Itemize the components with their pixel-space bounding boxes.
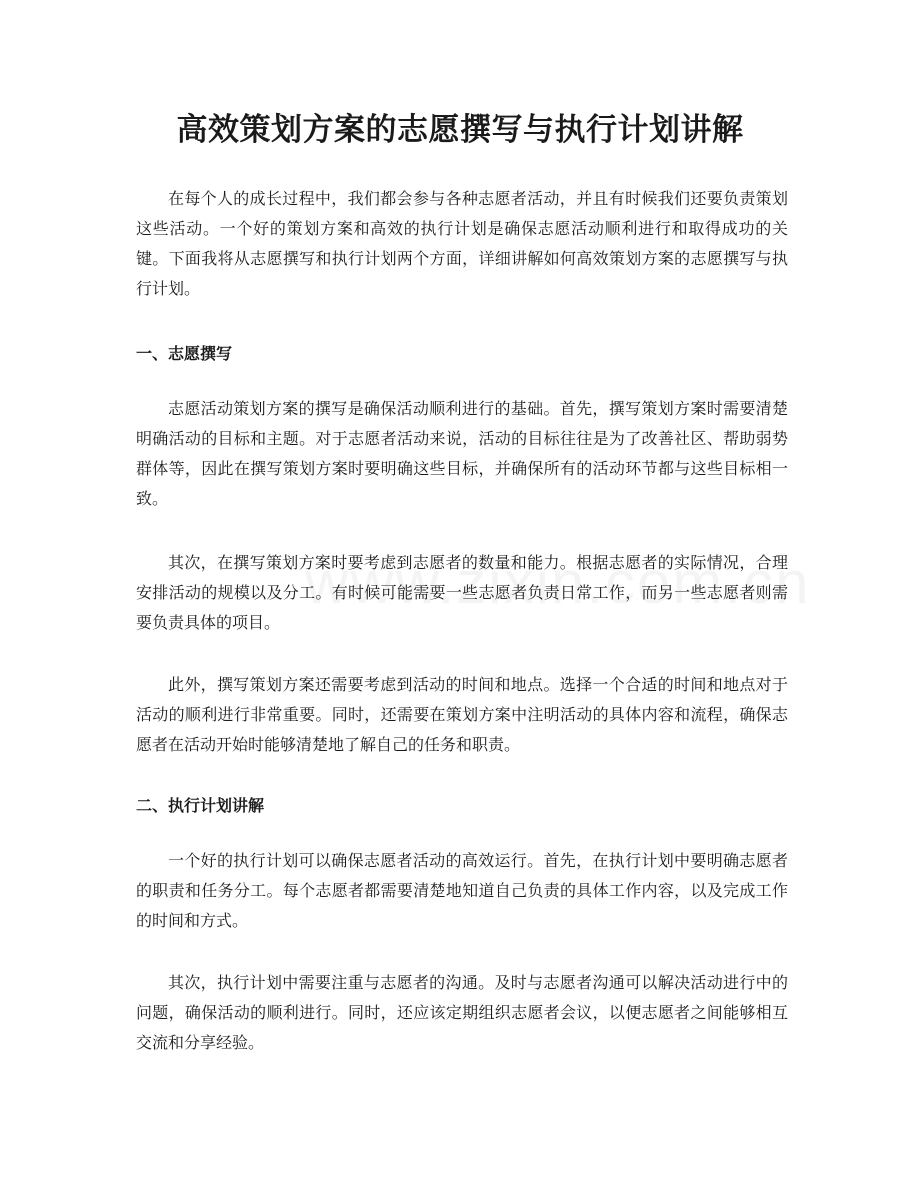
intro-paragraph: 在每个人的成长过程中，我们都会参与各种志愿者活动，并且有时候我们还要负责策划这些活动。一个好的策划方案和高效的执行计划是确保志愿活动顺利进行和取得成功的关键。下面我将从志愿撰写和执行计划两个方面，详细讲解如何高效策划方案的志愿撰写与执行计划。	[136, 189, 788, 298]
page-title: 高效策划方案的志愿撰写与执行计划讲解	[176, 112, 744, 148]
section-1-paragraph-3: 此外，撰写策划方案还需要考虑到活动的时间和地点。选择一个合适的时间和地点对于活动的顺利进行非常重要。同时，还需要在策划方案中注明活动的具体内容和流程，确保志愿者在活动开始时能够清楚地了解自己的任务和职责。	[136, 675, 788, 754]
section-heading-execution: 二、执行计划讲解	[136, 796, 265, 815]
section-1-paragraph-1: 志愿活动策划方案的撰写是确保活动顺利进行的基础。首先，撰写策划方案时需要清楚明确活动的目标和主题。对于志愿者活动来说，活动的目标往往是为了改善社区、帮助弱势群体等，因此在撰写策划方案时要明确这些目标，并确保所有的活动环节都与这些目标相一致。	[136, 399, 788, 508]
section-2-paragraph-2: 其次，执行计划中需要注重与志愿者的沟通。及时与志愿者沟通可以解决活动进行中的问题，确保活动的顺利进行。同时，还应该定期组织志愿者会议，以便志愿者之间能够相互交流和分享经验。	[136, 973, 788, 1052]
section-2-paragraph-1: 一个好的执行计划可以确保志愿者活动的高效运行。首先，在执行计划中要明确志愿者的职责和任务分工。每个志愿者都需要清楚地知道自己负责的具体工作内容，以及完成工作的时间和方式。	[136, 851, 788, 930]
section-1-paragraph-2: 其次，在撰写策划方案时要考虑到志愿者的数量和能力。根据志愿者的实际情况，合理安排活动的规模以及分工。有时候可能需要一些志愿者负责日常工作，而另一些志愿者则需要负责具体的项目。	[136, 553, 788, 632]
section-heading-writing: 一、志愿撰写	[136, 344, 233, 363]
